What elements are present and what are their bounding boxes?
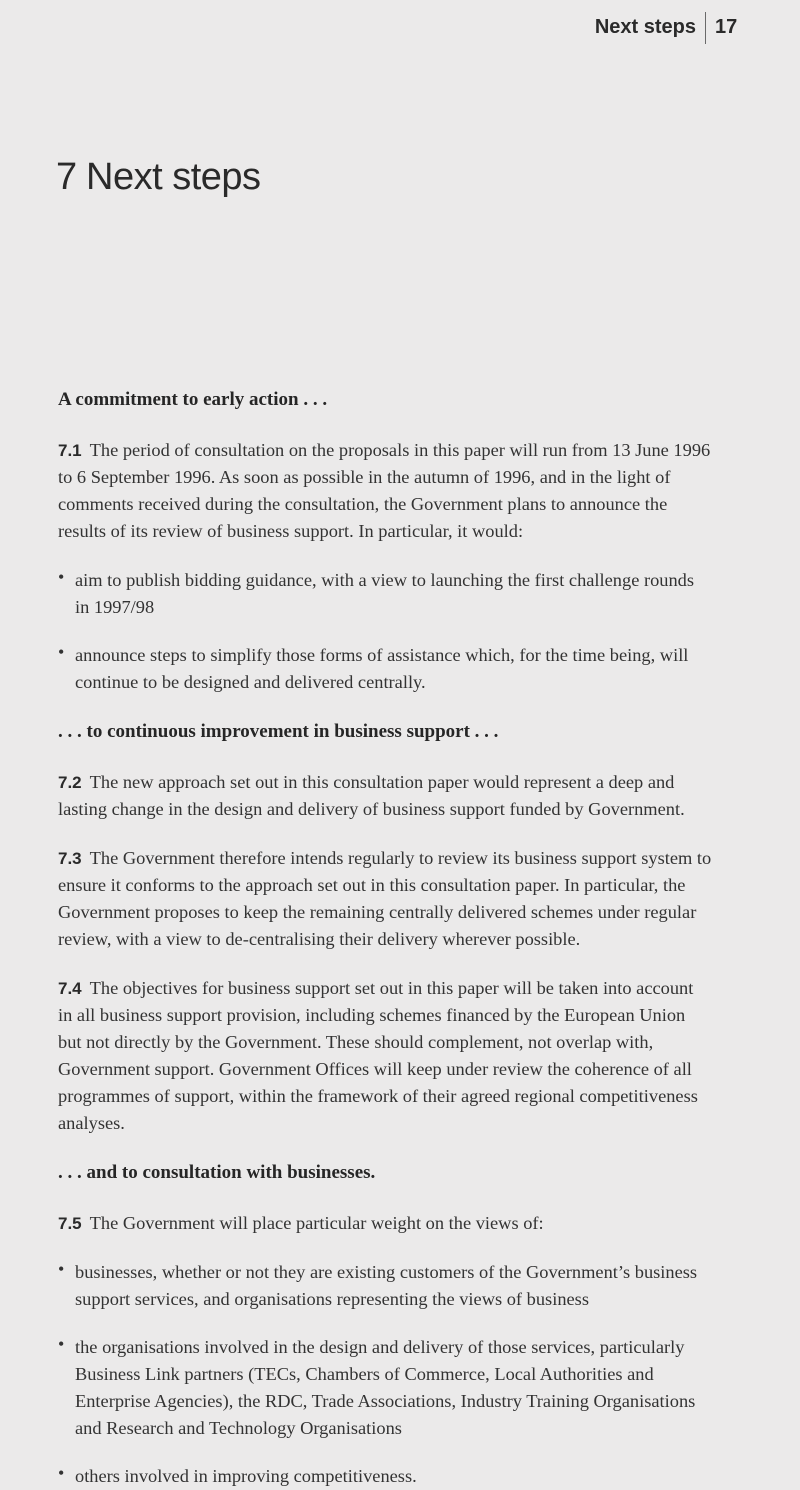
paragraph-number: 7.1 — [58, 441, 82, 460]
list-item-text: aim to publish bidding guidance, with a view to launching the first challenge rounds in 1997/98 — [75, 570, 695, 617]
paragraph-number: 7.2 — [58, 773, 82, 792]
subheading-improvement: . . . to continuous improvement in business support . . . — [58, 721, 499, 742]
paragraph-text: The period of consultation on the proposals in this paper will run from 13 June 1996 to 6 September 1996. As soon as possible in the autumn of 1996, and in the light of comments received during the consultation, the Government plans to announce the results of its review of business support. In particular, it would: — [58, 440, 711, 541]
paragraph-text: The Government therefore intends regularly to review its business support system to ensure it conforms to the approach set out in this consultation paper. In particular, the Government proposes to keep the remaining centrally delivered schemes under regular review, with a view to de-centralising their delivery wherever possible. — [58, 848, 712, 949]
chapter-heading — [56, 156, 261, 199]
chapter-title: Next steps — [86, 156, 261, 198]
paragraph-number: 7.4 — [58, 979, 82, 998]
paragraph-7-5 — [58, 1210, 712, 1237]
list-item — [58, 642, 712, 696]
bullet-icon: • — [58, 1334, 65, 1354]
chapter-number: 7 — [56, 156, 77, 198]
bullet-icon: • — [58, 1463, 65, 1483]
paragraph-text: The Government will place particular weight on the views of: — [89, 1213, 544, 1233]
paragraph-text: The new approach set out in this consultation paper would represent a deep and lasting change in the design and delivery of business support funded by Government. — [58, 772, 685, 819]
header-divider — [705, 12, 706, 44]
list-item-text: announce steps to simplify those forms of assistance which, for the time being, will continue to be designed and delivered centrally. — [75, 645, 689, 692]
list-item — [58, 1463, 712, 1490]
main-content — [58, 386, 712, 1490]
list-item-text: the organisations involved in the design and delivery of those services, particularly Business Link partners (TECs, Chambers of Commerce, Local Authorities and Enterprise Agencies), the RDC, Trade Associations, Industry Training Organisations and Research and Technology Organisations — [75, 1337, 696, 1438]
running-header-title: Next steps — [594, 16, 696, 38]
list-item-text: others involved in improving competitiveness. — [75, 1466, 417, 1486]
paragraph-7-4 — [58, 975, 712, 1137]
bullet-icon: • — [58, 567, 65, 587]
bullet-list-commitment — [58, 567, 712, 696]
paragraph-number: 7.5 — [58, 1214, 82, 1233]
paragraph-7-2 — [58, 769, 712, 823]
paragraph-7-3 — [58, 845, 712, 953]
list-item — [58, 1259, 712, 1313]
list-item-text: businesses, whether or not they are existing customers of the Government’s business support services, and organisations representing the views of business — [75, 1262, 698, 1309]
subheading-consultation: . . . and to consultation with businesses. — [58, 1162, 376, 1183]
bullet-icon: • — [58, 642, 65, 662]
page-number: 17 — [715, 16, 738, 38]
paragraph-7-1 — [58, 437, 712, 545]
bullet-icon: • — [58, 1259, 65, 1279]
paragraph-number: 7.3 — [58, 849, 82, 868]
paragraph-text: The objectives for business support set out in this paper will be taken into account in all business support provision, including schemes financed by the European Union but not directly by the Government. These should complement, not overlap with, Government support. Government Offices will keep under review the coherence of all programmes of support, within the framework of their agreed regional competitiveness analyses. — [58, 978, 698, 1133]
running-header — [0, 12, 800, 42]
subheading-commitment: A commitment to early action . . . — [58, 389, 328, 410]
list-item — [58, 1334, 712, 1442]
list-item — [58, 567, 712, 621]
bullet-list-consultation — [58, 1259, 712, 1490]
